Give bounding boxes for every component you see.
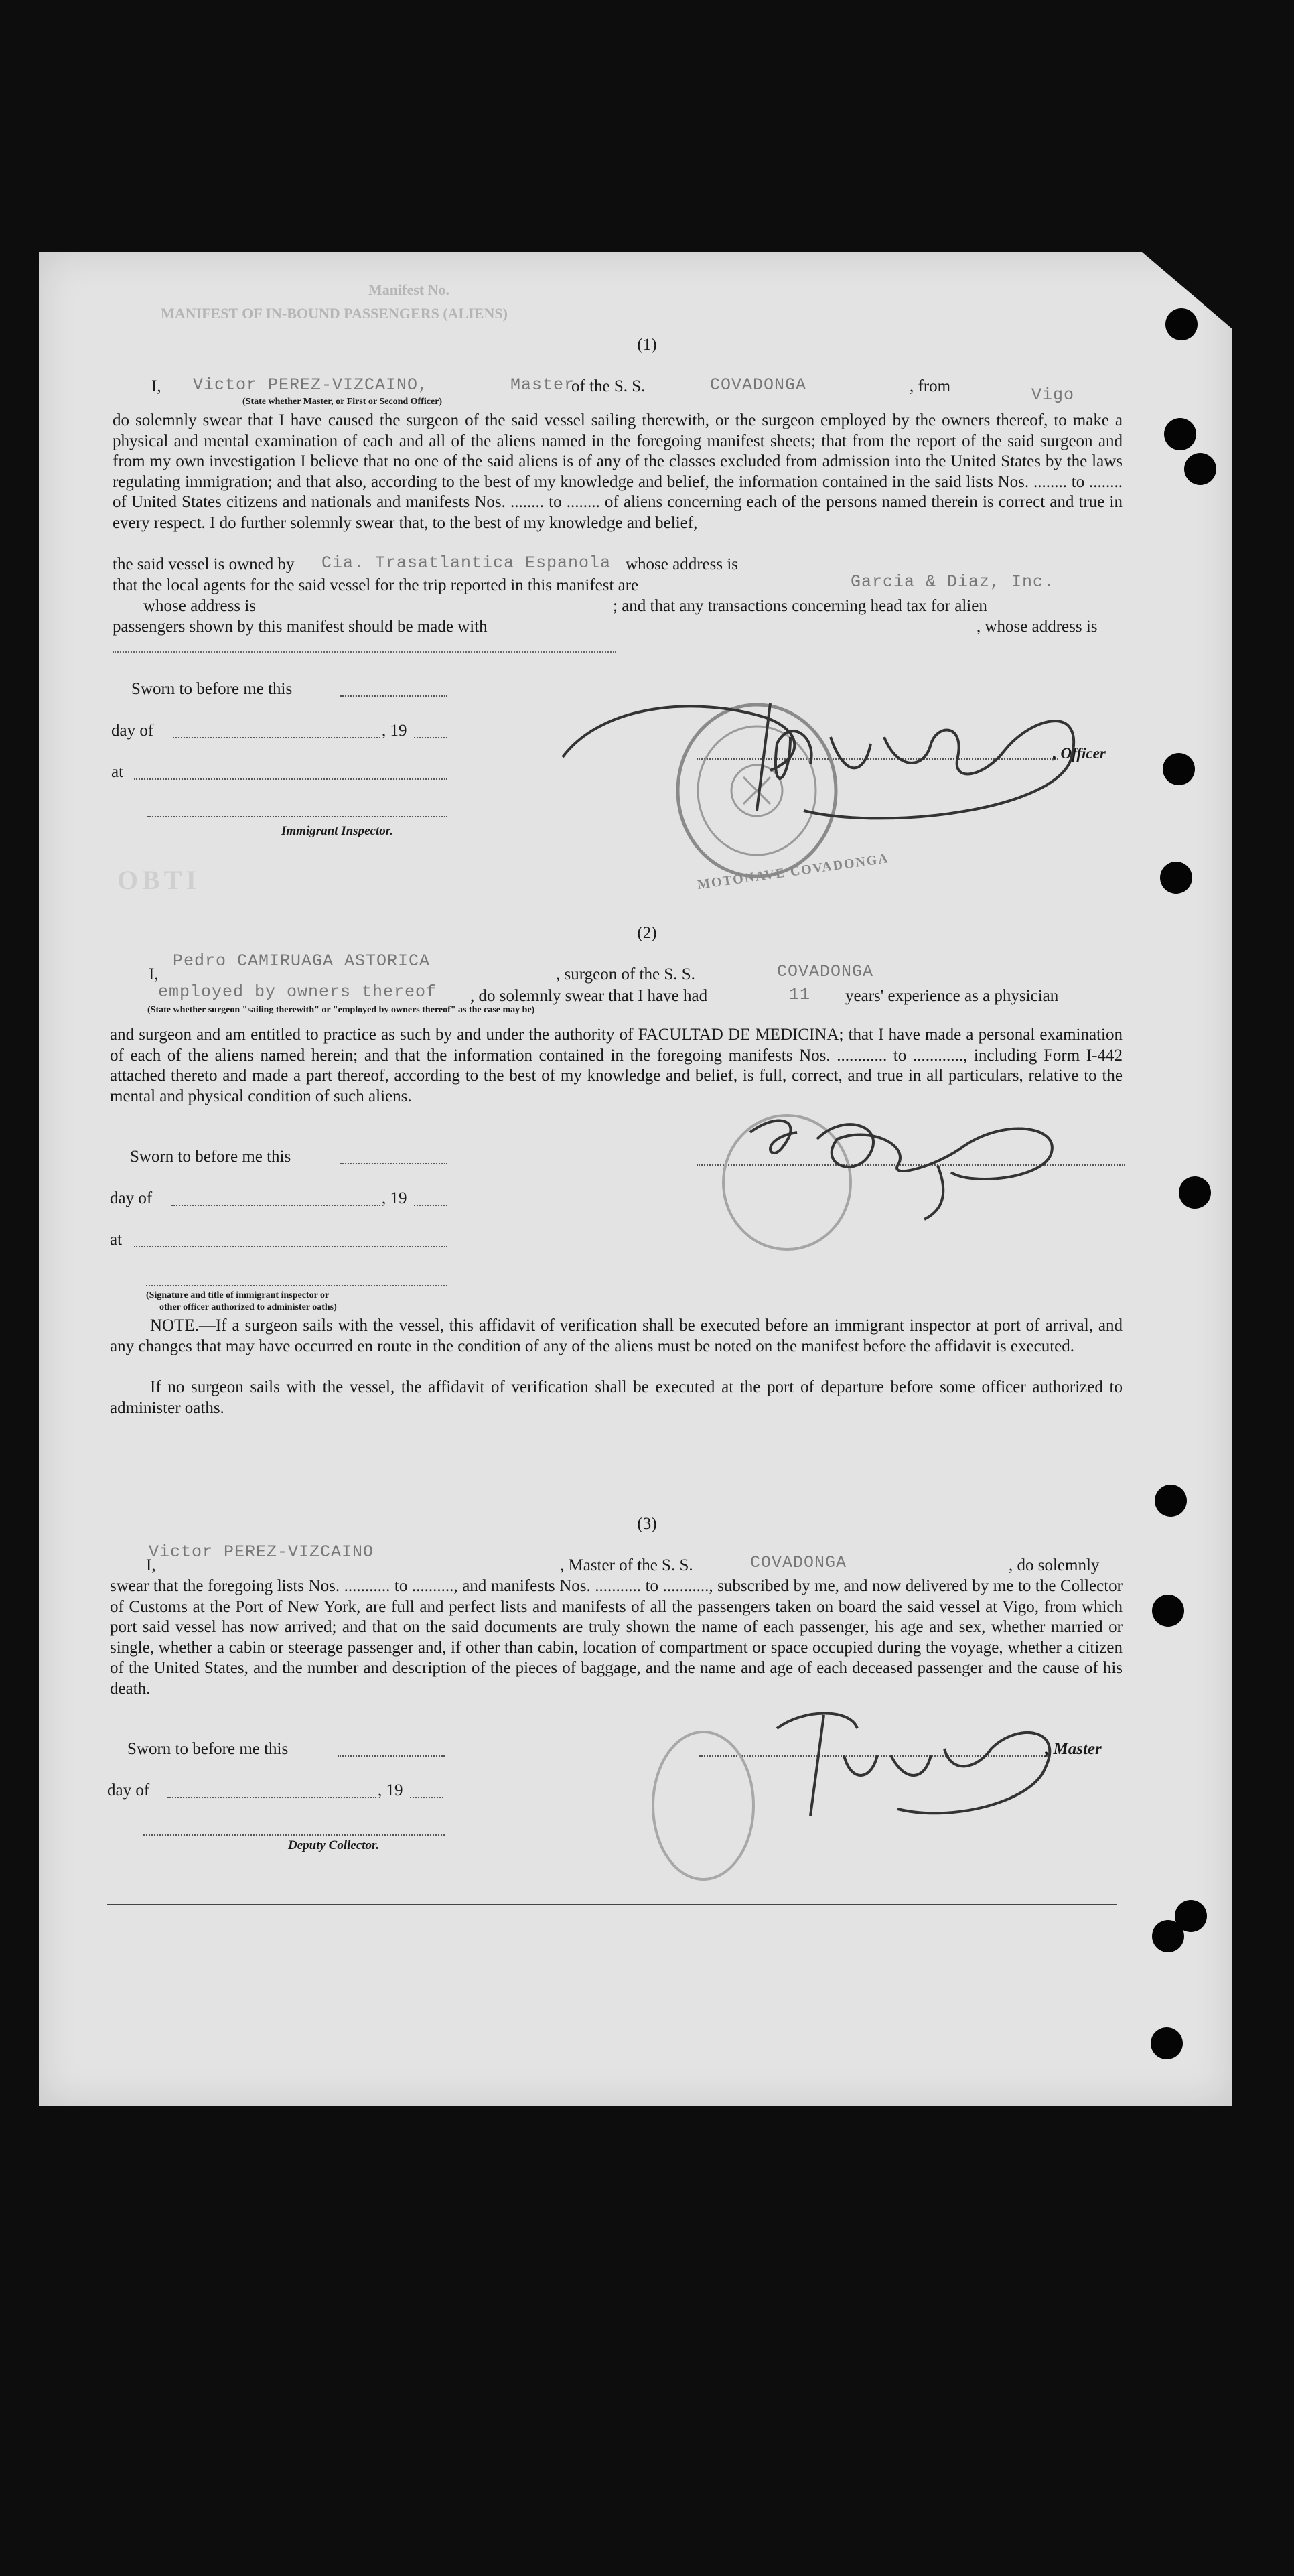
section2-sig-note2: other officer authorized to administer oaths) bbox=[159, 1302, 337, 1312]
section1-from-place: Vigo bbox=[1031, 385, 1075, 405]
section1-at-blank bbox=[134, 766, 447, 780]
punch-hole bbox=[1163, 753, 1195, 785]
bottom-rule bbox=[107, 1904, 1117, 1905]
section2-years-text: years' experience as a physician bbox=[845, 987, 1059, 1005]
section2-note2: If no surgeon sails with the vessel, the affidavit of verification shall be executed at the port of departure before some officer authorized to administer oaths. bbox=[110, 1378, 1123, 1417]
section1-at: at bbox=[111, 763, 124, 781]
punch-hole bbox=[1179, 1176, 1211, 1209]
section1-year-blank bbox=[414, 725, 447, 738]
section3-sworn: Sworn to before me this bbox=[127, 1740, 289, 1758]
section3-i: I, bbox=[146, 1556, 156, 1574]
section2-sig-note1: (Signature and title of immigrant inspector or bbox=[146, 1290, 330, 1300]
section1-of-ss: of the S. S. bbox=[571, 377, 646, 395]
section2-surgeon-of: , surgeon of the S. S. bbox=[556, 965, 695, 984]
section3-year: , 19 bbox=[378, 1781, 403, 1800]
section3-deputy: Deputy Collector. bbox=[288, 1838, 380, 1852]
section2-years: 11 bbox=[789, 985, 811, 1004]
section3-day-blank bbox=[167, 1785, 376, 1798]
section2-sig-blank bbox=[146, 1273, 447, 1286]
section3-sworn-blank bbox=[338, 1743, 445, 1757]
section2-sworn-blank bbox=[340, 1151, 447, 1164]
section1-i: I, bbox=[151, 377, 161, 395]
section2-note1: NOTE.—If a surgeon sails with the vessel, this affidavit of verification shall be executed before an immigrant inspector at port of arrival, and any changes that may have occurred en route in the condition of any of the aliens must be noted on the manifest before the affidavit is executed. bbox=[110, 1316, 1123, 1355]
section1-inspector: Immigrant Inspector. bbox=[281, 824, 393, 838]
section1-whose-address: whose address is bbox=[626, 555, 739, 573]
section2-day-of: day of bbox=[110, 1189, 153, 1207]
section1-address-line bbox=[113, 651, 616, 653]
section2-surgeon-name: Pedro CAMIRUAGA ASTORICA bbox=[173, 951, 431, 971]
section2-i: I, bbox=[149, 965, 159, 984]
section1-ship: COVADONGA bbox=[710, 375, 807, 395]
section3-paragraph: swear that the foregoing lists Nos. ........... to .........., and manifests Nos. ........... to ..........., subscribed by me, and now delivered by me to the Collector of Customs at the Port of New York, are full and perfect lists and manifests of all the passengers taken on board the said vessel at Vigo, from which port said vessel has now arrived; and that on the said documents are truly shown the name of each passenger, his age and sex, whether married or single, whether a cabin or steerage passenger and, if other than cabin, location of compartment or space occupied during the voyage, whether a citizen of the United States, and the number and description of the pieces of baggage, and the name and age of each deceased passenger and the cause of his death. bbox=[110, 1577, 1123, 1698]
section1-passengers-line: passengers shown by this manifest should be made with bbox=[113, 618, 488, 636]
punch-hole bbox=[1160, 862, 1192, 894]
faint-watermark: OBTI bbox=[117, 865, 201, 895]
master-signature-1 bbox=[549, 677, 1085, 831]
ship-stamp-3 bbox=[643, 1722, 764, 1889]
faint-manifest-no: Manifest No. bbox=[368, 281, 449, 298]
punch-hole bbox=[1164, 418, 1196, 450]
punch-hole bbox=[1152, 1595, 1184, 1627]
section1-paragraph: do solemnly swear that I have caused the surgeon of the said vessel sailing therewith, or the surgeon employed by the owners thereof, to make a physical and mental examination of each and all of the aliens named in the foregoing manifest sheets; that from the report of the said surgeon and from my own investigation I believe that no one of the said aliens is of any of the classes excluded from admission into the United States by the laws regulating immigration; and that also, according to the best of my knowledge and belief, the information contained in the said lists Nos. ........ to ........ of United States citizens and nationals and manifests Nos. ........ to ........ of aliens concerning each of the persons named therein is correct and true in every respect. I do further solemnly swear that, to the best of my knowledge and belief, bbox=[113, 411, 1123, 532]
section1-owned-by-label: the said vessel is owned by bbox=[113, 555, 295, 573]
section1-day-blank bbox=[173, 725, 380, 738]
punch-hole bbox=[1151, 2027, 1183, 2059]
punch-hole bbox=[1184, 453, 1216, 485]
section2-swear: , do solemnly swear that I have had bbox=[470, 987, 708, 1005]
section3-day-of: day of bbox=[107, 1781, 150, 1800]
section1-officer: , Officer bbox=[1053, 745, 1106, 762]
section1-day-of: day of bbox=[111, 722, 154, 740]
section1-head-tax: ; and that any transactions concerning head tax for alien bbox=[613, 597, 987, 615]
surgeon-signature bbox=[737, 1099, 1085, 1233]
section2-year-blank bbox=[414, 1193, 447, 1206]
master-signature-3 bbox=[750, 1688, 1072, 1842]
section2-number: (2) bbox=[637, 924, 657, 942]
section2-day-blank bbox=[171, 1193, 380, 1206]
section3-do-solemnly: , do solemnly bbox=[1009, 1556, 1100, 1574]
punch-hole bbox=[1152, 1920, 1184, 1952]
section1-sworn: Sworn to before me this bbox=[131, 680, 293, 698]
section3-year-blank bbox=[410, 1785, 443, 1798]
section1-master-title: Master bbox=[510, 375, 575, 395]
section1-inspector-blank bbox=[147, 804, 447, 817]
section2-at-blank bbox=[134, 1234, 447, 1247]
section1-from: , from bbox=[910, 377, 951, 395]
section1-whose-address3: , whose address is bbox=[977, 618, 1098, 636]
section2-paragraph: and surgeon and am entitled to practice as such by and under the authority of FACULTAD DE MEDICINA; that I have made a personal examination of each of the aliens named herein; and that the information contained in the foregoing manifests Nos. ............ to ............, including Form I-442 attached thereto and made a part thereof, according to the best of my knowledge and belief, is full, correct, and true in all particulars, relative to the mental and physical condition of such aliens. bbox=[110, 1026, 1123, 1105]
section3-master-name: Victor PEREZ-VIZCAINO bbox=[149, 1542, 374, 1562]
section1-agents-label: that the local agents for the said vessel for the trip reported in this manifest are bbox=[113, 576, 639, 594]
punch-hole bbox=[1155, 1485, 1187, 1517]
section2-employed: employed by owners thereof bbox=[158, 982, 437, 1002]
section3-ship: COVADONGA bbox=[750, 1553, 847, 1572]
section1-agents: Garcia & Diaz, Inc. bbox=[851, 572, 1055, 592]
section1-number: (1) bbox=[637, 336, 657, 354]
stamp-text: MOTONAVE COVADONGA bbox=[696, 851, 890, 892]
section2-at: at bbox=[110, 1231, 123, 1249]
section3-number: (3) bbox=[637, 1515, 657, 1533]
section3-master-of: , Master of the S. S. bbox=[560, 1556, 693, 1574]
section1-year: , 19 bbox=[382, 722, 407, 740]
section1-state-note: (State whether Master, or First or Second Officer) bbox=[242, 397, 443, 407]
faint-manifest-heading: MANIFEST OF IN-BOUND PASSENGERS (ALIENS) bbox=[161, 305, 508, 322]
section2-year: , 19 bbox=[382, 1189, 407, 1207]
section1-master-name: Victor PEREZ-VIZCAINO, bbox=[193, 375, 429, 395]
section1-sworn-blank bbox=[340, 683, 447, 697]
section2-state-note: (State whether surgeon "sailing therewith" or "employed by owners thereof" as the case may be) bbox=[147, 1005, 535, 1015]
section3-master-label: , Master bbox=[1045, 1740, 1102, 1758]
section1-owner: Cia. Trasatlantica Espanola bbox=[321, 553, 612, 573]
section1-whose-address2: whose address is bbox=[143, 597, 257, 615]
section2-sworn: Sworn to before me this bbox=[130, 1148, 291, 1166]
section3-deputy-blank bbox=[143, 1822, 445, 1836]
section2-ship: COVADONGA bbox=[777, 962, 874, 981]
